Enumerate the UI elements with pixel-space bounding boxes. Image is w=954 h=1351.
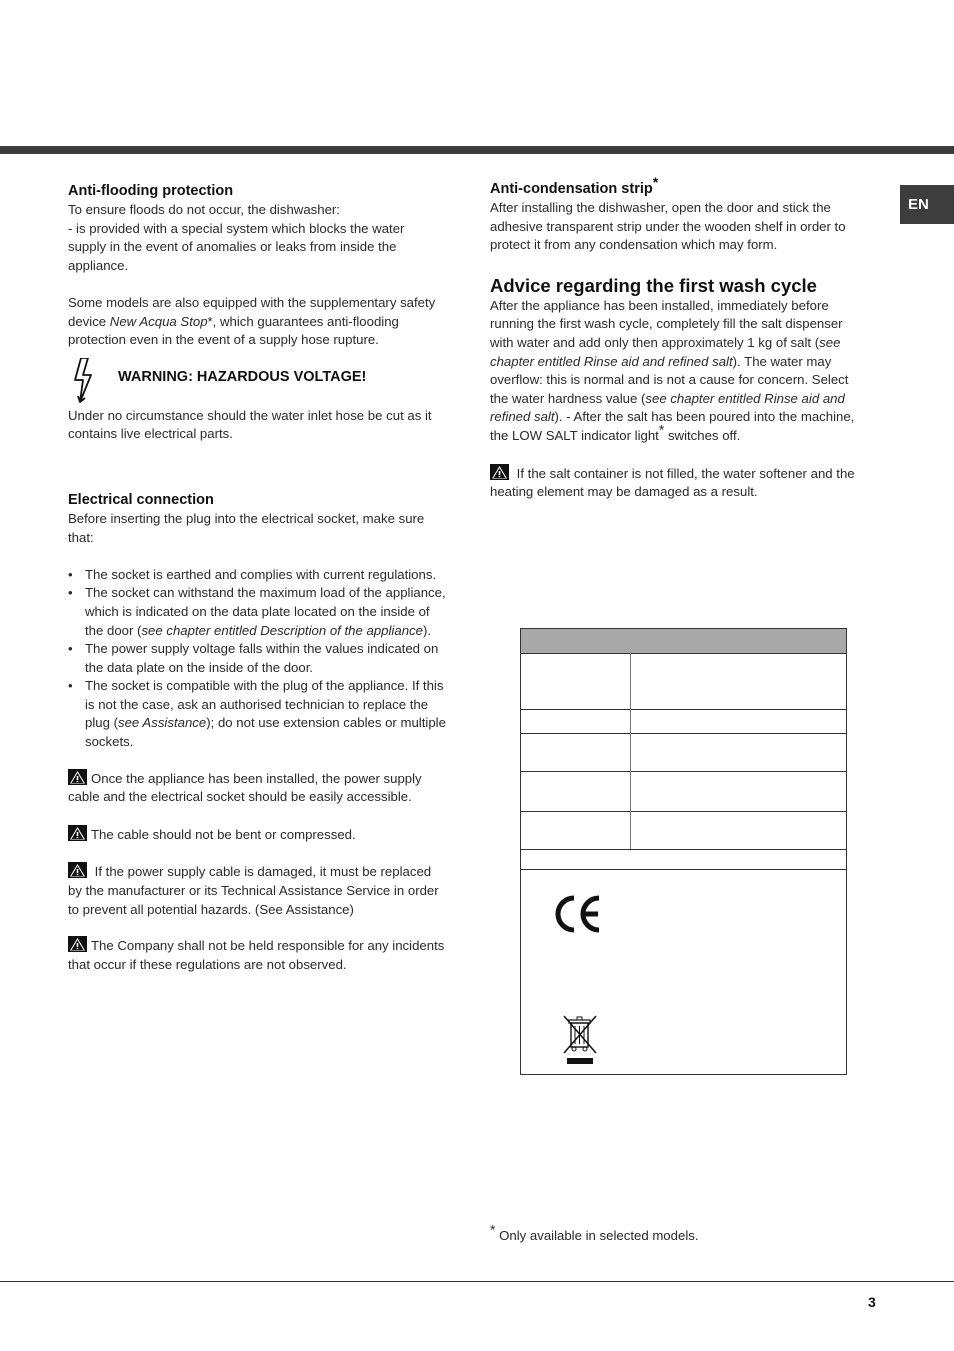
page-number: 3 bbox=[868, 1294, 876, 1310]
warning-triangle-icon bbox=[68, 936, 87, 952]
technical-data-table bbox=[520, 628, 847, 1075]
voltage-warning-text: Under no circumstance should the water inlet hose be cut as it contains live electrical parts. bbox=[68, 407, 432, 442]
electrical-connection-title: Electrical connection bbox=[68, 491, 214, 508]
anti-flooding-line1: To ensure floods do not occur, the dishwasher: bbox=[68, 202, 340, 217]
first-wash-text: After the appliance has been installed, immediately before running the first wash cycle, completely fill the salt dispenser with water and add only then approximately 1 kg of salt (see chapter entitled Rinse aid and refined salt). The water may overflow: this is normal and is not a cause for concern. Select the water hardness value (see chapter entitled Rinse aid and refined salt). - After the salt has been poured into the machine, the LOW SALT indicator light* switches off. bbox=[490, 297, 855, 443]
anti-flooding-line2: - is provided with a special system which blocks the water supply in the event of anomalies or leaks from inside the appliance. bbox=[68, 220, 405, 273]
lightning-bolt-icon bbox=[72, 358, 94, 404]
table-header bbox=[521, 629, 846, 654]
right-column bbox=[490, 174, 864, 502]
new-acqua-stop: New Acqua Stop bbox=[109, 313, 208, 329]
electrical-checklist bbox=[68, 566, 446, 752]
footer-rule bbox=[0, 1281, 954, 1282]
header-bar bbox=[0, 146, 954, 154]
list-item: • The socket can withstand the maximum load of the appliance, which is indicated on the data plate located on the inside of the door (see chapter entitled Description of the appliance). bbox=[68, 584, 446, 640]
warning-triangle-icon bbox=[490, 464, 509, 480]
electrical-intro: Before inserting the plug into the electrical socket, make sure that: bbox=[68, 510, 425, 545]
list-item: • The power supply voltage falls within the values indicated on the data plate on the inside of the door. bbox=[68, 640, 446, 677]
warning-cable-bent: The cable should not be bent or compressed. bbox=[68, 825, 446, 845]
list-item: • The socket is earthed and complies with current regulations. bbox=[68, 566, 446, 585]
left-column bbox=[68, 182, 446, 974]
anti-condensation-title: Anti-condensation strip* bbox=[490, 174, 659, 197]
warning-triangle-icon bbox=[68, 769, 87, 785]
list-item: • The socket is compatible with the plug of the appliance. If this is not the case, ask an authorised technician to replace the plug (see Assistance); do not use extension cables or multiple sockets. bbox=[68, 677, 446, 751]
footnote: * Only available in selected models. bbox=[490, 1221, 699, 1243]
anti-flooding-supplementary: Some models are also equipped with the supplementary safety device New Acqua Stop*, which guarantees anti-flooding protection even in the event of a supply hose rupture. bbox=[68, 294, 436, 348]
language-tab: EN bbox=[900, 185, 954, 224]
anti-condensation-text: After installing the dishwasher, open the door and stick the adhesive transparent strip under the wooden shelf in order to protect it from any condensation which may form. bbox=[490, 200, 846, 253]
warning-cable-damaged: If the power supply cable is damaged, it must be replaced by the manufacturer or its Technical Assistance Service in order to prevent all potential hazards. (See Assistance) bbox=[68, 864, 439, 917]
warning-salt: If the salt container is not filled, the water softener and the heating element may be damaged as a result. bbox=[490, 465, 855, 500]
warning-triangle-icon bbox=[68, 825, 87, 841]
voltage-warning-row bbox=[68, 356, 446, 408]
weee-bin-icon bbox=[561, 1015, 599, 1067]
voltage-warning-title: WARNING: HAZARDOUS VOLTAGE! bbox=[118, 368, 367, 385]
warning-company-liability: The Company shall not be held responsible for any incidents that occur if these regulations are not observed. bbox=[68, 938, 445, 972]
first-wash-title: Advice regarding the first wash cycle bbox=[490, 274, 817, 296]
ce-mark-icon bbox=[554, 894, 604, 934]
warning-accessible: Once the appliance has been installed, the power supply cable and the electrical socket should be easily accessible. bbox=[68, 770, 422, 805]
warning-triangle-icon bbox=[68, 862, 87, 878]
anti-flooding-title: Anti-flooding protection bbox=[68, 183, 234, 199]
